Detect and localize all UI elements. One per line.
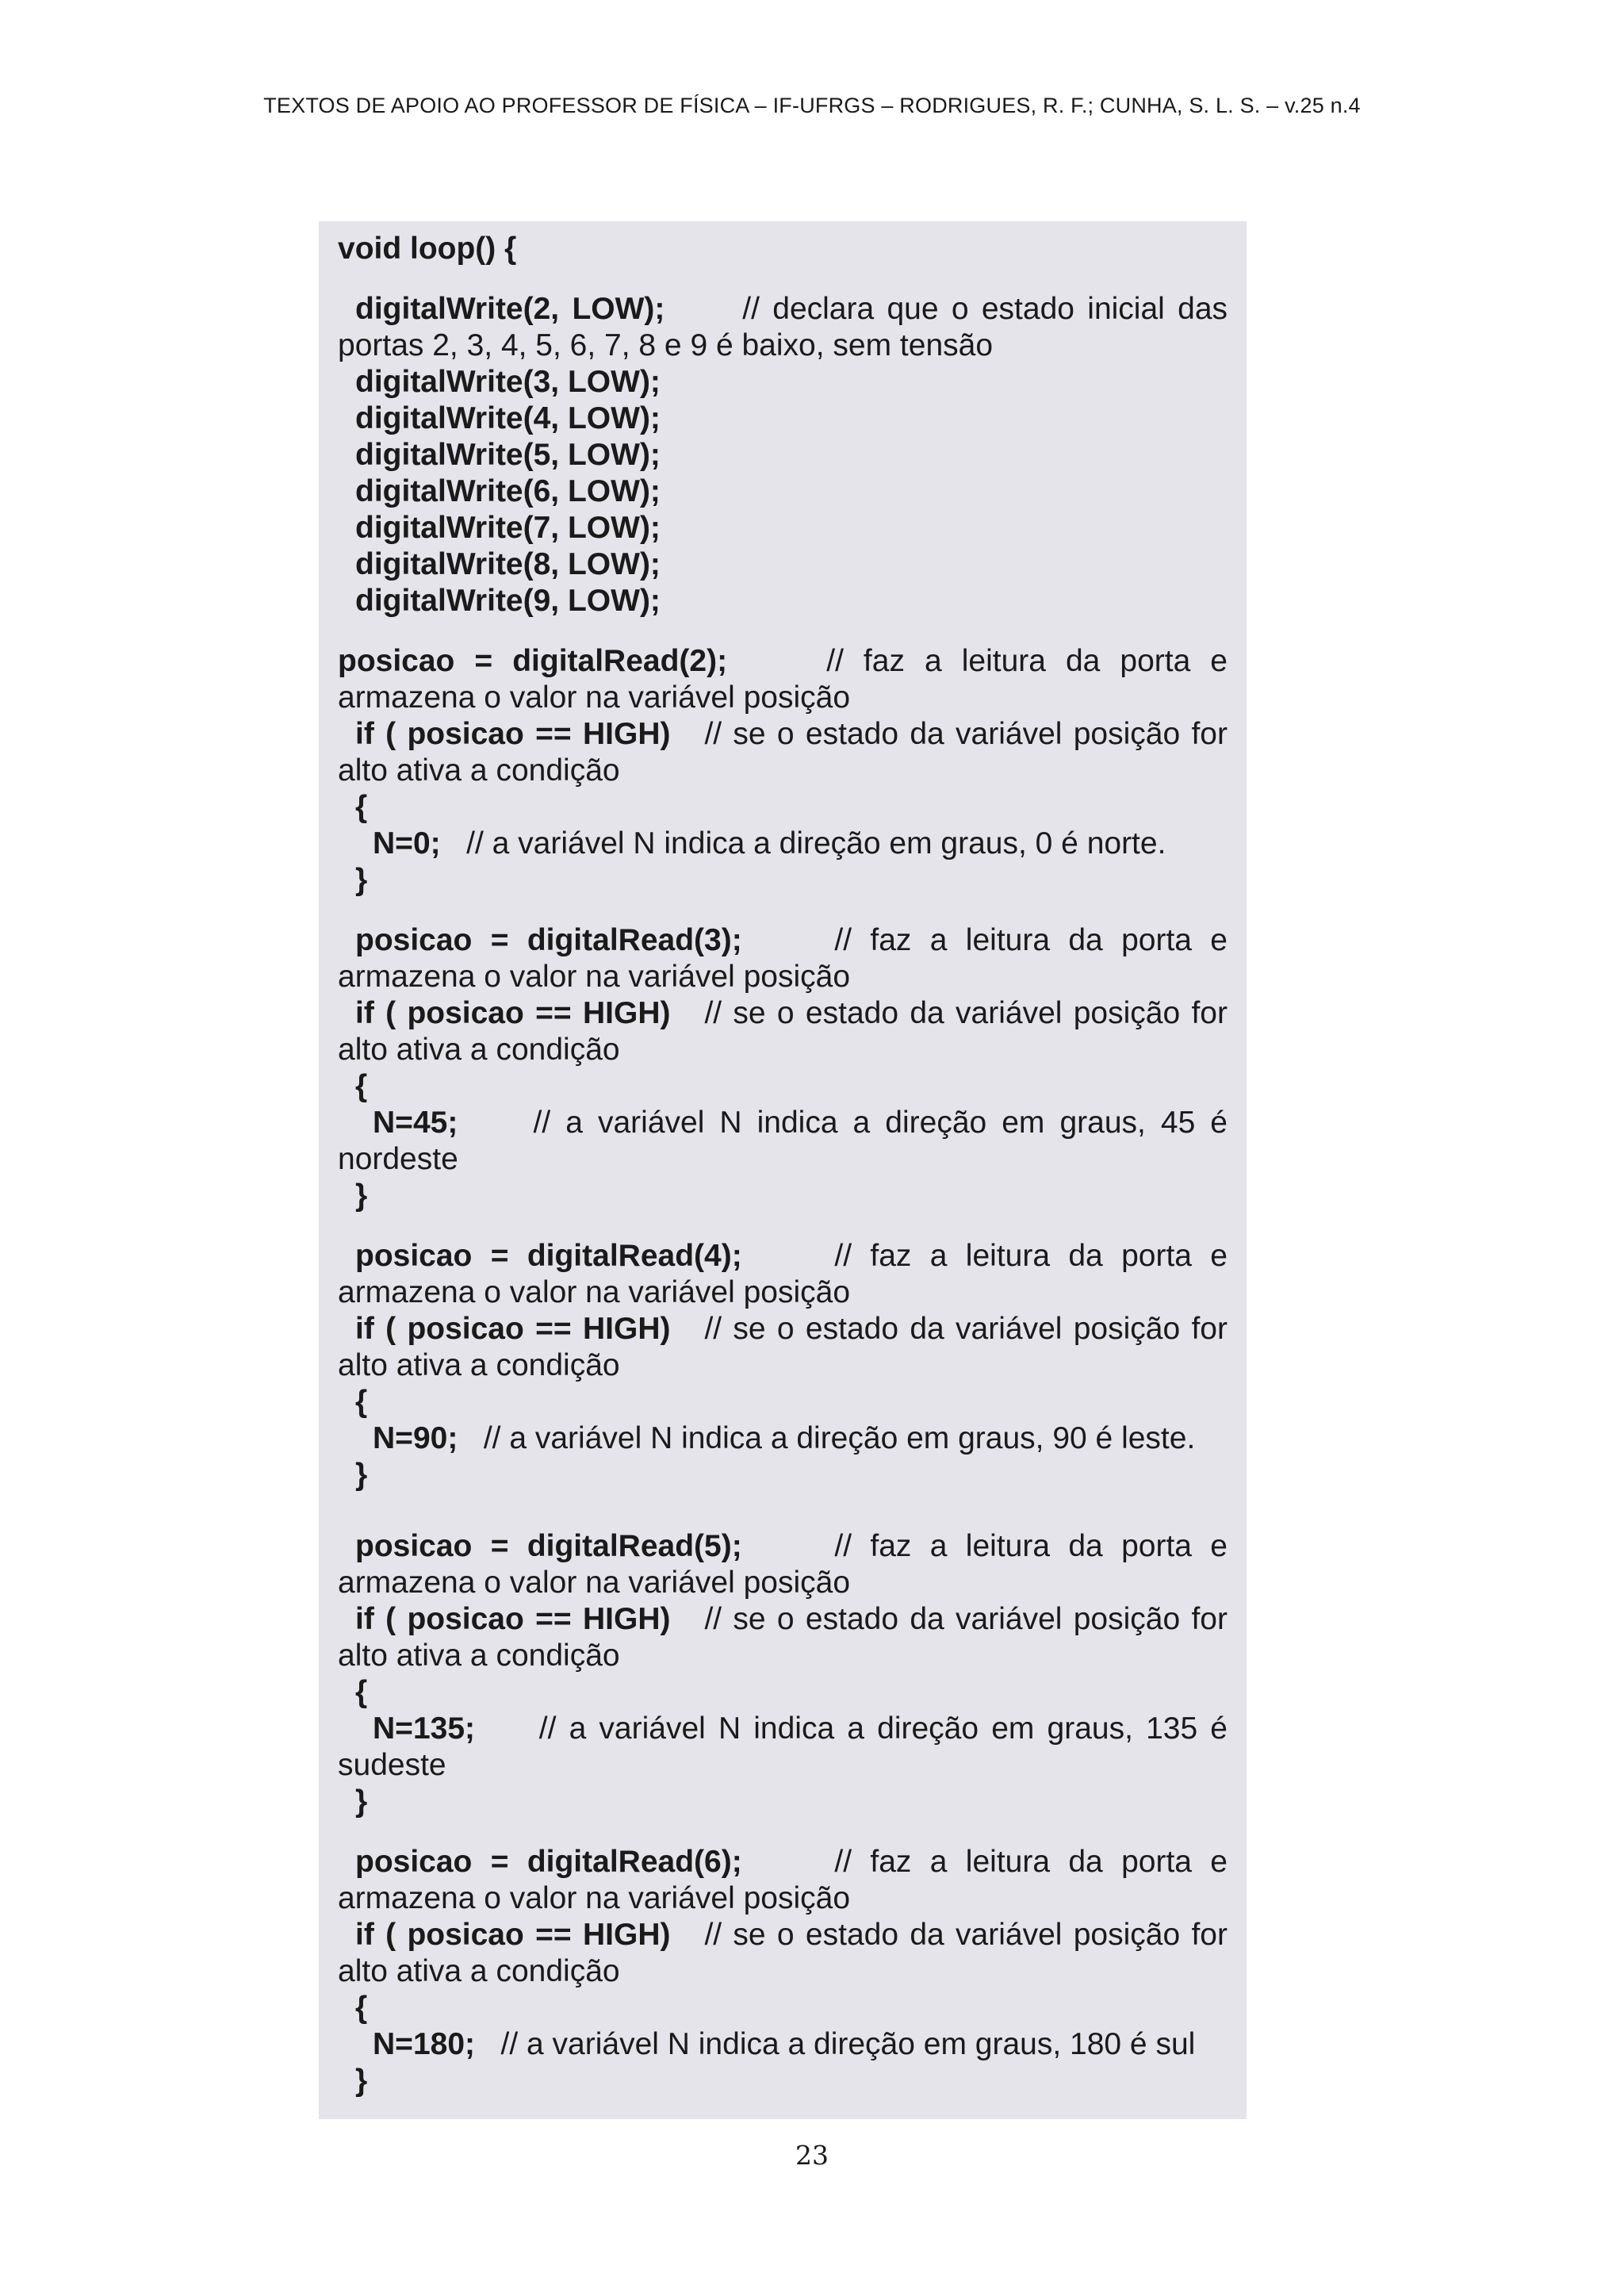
read-line: posicao = digitalRead(4); // faz a leitura da porta e (355, 1239, 1228, 1273)
close-brace: } (355, 863, 368, 897)
init-write-line: digitalWrite(7, LOW); (355, 511, 661, 545)
read-block (338, 643, 1228, 899)
read-line: posicao = digitalRead(5); // faz a leitura da porta e (355, 1529, 1228, 1563)
assign-line: N=45; // a variável N indica a direção em graus, 45 é (373, 1106, 1228, 1140)
assign-line: N=90; // a variável N indica a direção em graus, 90 é leste. (373, 1421, 1196, 1455)
if-comment-continuation: alto ativa a condição (338, 1639, 620, 1673)
read-block (338, 1238, 1228, 1493)
read-block (338, 1844, 1228, 2099)
assign-comment-continuation: sudeste (338, 1748, 446, 1782)
read-block (338, 1528, 1228, 1820)
code-listing (319, 221, 1247, 2119)
close-brace: } (355, 1784, 368, 1819)
page-number: 23 (795, 2140, 829, 2171)
init-write-line: digitalWrite(4, LOW); (355, 401, 661, 435)
read-line: posicao = digitalRead(2); // faz a leitura da porta e (338, 644, 1228, 678)
if-line: if ( posicao == HIGH) // se o estado da variável posição for (355, 717, 1228, 751)
running-header: TEXTOS DE APOIO AO PROFESSOR DE FÍSICA – IF-UFRGS – RODRIGUES, R. F.; CUNHA, S. L. S. – v.25 n.4 (263, 94, 1361, 117)
loop-declaration: void loop() { (338, 232, 517, 266)
if-line: if ( posicao == HIGH) // se o estado da variável posição for (355, 1918, 1228, 1952)
close-brace: } (355, 1458, 368, 1492)
close-brace: } (355, 2064, 368, 2098)
read-comment-continuation: armazena o valor na variável posição (338, 1566, 851, 1600)
read-line: posicao = digitalRead(6); // faz a leitura da porta e (355, 1845, 1228, 1879)
if-line: if ( posicao == HIGH) // se o estado da variável posição for (355, 1602, 1228, 1636)
read-block (338, 922, 1228, 1214)
if-line: if ( posicao == HIGH) // se o estado da variável posição for (355, 1312, 1228, 1346)
init-write-line: digitalWrite(9, LOW); (355, 584, 661, 618)
init-write-line: digitalWrite(8, LOW); (355, 547, 661, 581)
open-brace: { (355, 1675, 368, 1709)
open-brace: { (355, 1069, 368, 1103)
open-brace: { (355, 1991, 368, 2025)
close-brace: } (355, 1179, 368, 1213)
read-comment-continuation: armazena o valor na variável posição (338, 960, 851, 994)
init-write-line: digitalWrite(3, LOW); (355, 365, 661, 399)
read-comment-continuation: armazena o valor na variável posição (338, 1881, 851, 1915)
assign-line: N=135; // a variável N indica a direção em graus, 135 é (373, 1711, 1228, 1746)
read-comment-continuation: armazena o valor na variável posição (338, 680, 851, 715)
assign-comment-continuation: nordeste (338, 1142, 458, 1176)
if-line: if ( posicao == HIGH) // se o estado da variável posição for (355, 996, 1228, 1030)
if-comment-continuation: alto ativa a condição (338, 1033, 620, 1067)
init-write-line: digitalWrite(5, LOW); (355, 438, 661, 472)
read-comment-continuation: armazena o valor na variável posição (338, 1275, 851, 1309)
init-first-line: digitalWrite(2, LOW); // declara que o estado inicial das (355, 292, 1228, 326)
if-comment-continuation: alto ativa a condição (338, 753, 620, 788)
if-comment-continuation: alto ativa a condição (338, 1954, 620, 1988)
read-line: posicao = digitalRead(3); // faz a leitura da porta e (355, 923, 1228, 957)
init-comment-continuation: portas 2, 3, 4, 5, 6, 7, 8 e 9 é baixo, sem tensão (338, 328, 994, 362)
assign-line: N=180; // a variável N indica a direção em graus, 180 é sul (373, 2027, 1196, 2061)
init-write-line: digitalWrite(6, LOW); (355, 474, 661, 508)
open-brace: { (355, 790, 368, 824)
if-comment-continuation: alto ativa a condição (338, 1348, 620, 1382)
open-brace: { (355, 1385, 368, 1419)
assign-line: N=0; // a variável N indica a direção em graus, 0 é norte. (373, 826, 1166, 861)
